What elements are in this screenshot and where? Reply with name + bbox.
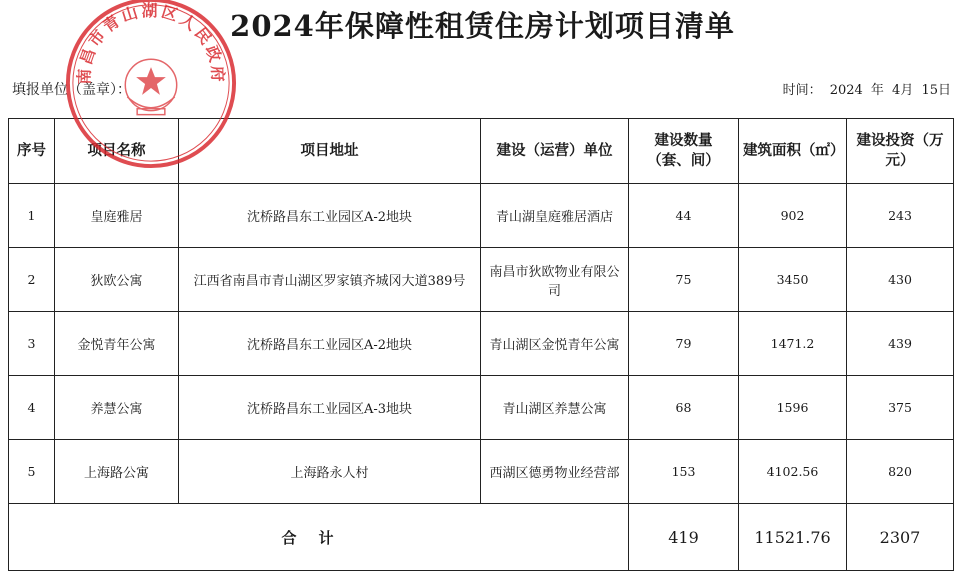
total-label: 合计 — [281, 528, 356, 547]
row-project-name: 金悦青年公寓 — [55, 312, 179, 376]
project-list-table — [8, 118, 954, 571]
header-operating-unit: 建设（运营）单位 — [481, 119, 629, 184]
header-investment: 建设投资（万元） — [847, 119, 954, 184]
row-seq: 4 — [9, 376, 55, 440]
row-investment: 375 — [847, 376, 954, 440]
header-floor-area: 建筑面积（㎡） — [739, 119, 847, 184]
row-project-address: 江西省南昌市青山湖区罗家镇齐城冈大道389号 — [179, 248, 481, 312]
row-seq: 1 — [9, 184, 55, 248]
row-project-name: 养慧公寓 — [55, 376, 179, 440]
row-project-address: 沈桥路昌东工业园区A-2地块 — [179, 312, 481, 376]
row-project-name: 皇庭雅居 — [55, 184, 179, 248]
row-operating-unit: 西湖区德勇物业经营部 — [481, 440, 629, 504]
row-investment: 243 — [847, 184, 954, 248]
report-date: 时间： 2024 年 4月 15日 — [782, 83, 951, 98]
header-project-address: 项目地址 — [179, 119, 481, 184]
row-operating-unit: 青山湖区金悦青年公寓 — [481, 312, 629, 376]
row-quantity: 153 — [629, 440, 739, 504]
total-row — [9, 504, 954, 571]
row-floor-area: 3450 — [739, 248, 847, 312]
table-header-row — [9, 119, 954, 184]
total-label-cell — [9, 504, 629, 571]
row-project-address: 沈桥路昌东工业园区A-2地块 — [179, 184, 481, 248]
row-operating-unit: 南昌市狄欧物业有限公司 — [481, 248, 629, 312]
row-project-name: 狄欧公寓 — [55, 248, 179, 312]
row-project-name: 上海路公寓 — [55, 440, 179, 504]
row-floor-area: 1596 — [739, 376, 847, 440]
table-row — [9, 184, 954, 248]
national-emblem-icon — [125, 59, 176, 114]
row-investment: 430 — [847, 248, 954, 312]
row-investment: 439 — [847, 312, 954, 376]
table-row — [9, 376, 954, 440]
header-quantity: 建设数量（套、间） — [629, 119, 739, 184]
row-quantity: 44 — [629, 184, 739, 248]
total-investment: 2307 — [847, 504, 954, 571]
row-operating-unit: 青山湖皇庭雅居酒店 — [481, 184, 629, 248]
row-project-address: 沈桥路昌东工业园区A-3地块 — [179, 376, 481, 440]
row-operating-unit: 青山湖区养慧公寓 — [481, 376, 629, 440]
row-floor-area: 902 — [739, 184, 847, 248]
header-project-name: 项目名称 — [55, 119, 179, 184]
row-seq: 3 — [9, 312, 55, 376]
total-floor-area: 11521.76 — [739, 504, 847, 571]
row-seq: 5 — [9, 440, 55, 504]
row-project-address: 上海路永人村 — [179, 440, 481, 504]
row-seq: 2 — [9, 248, 55, 312]
row-floor-area: 4102.56 — [739, 440, 847, 504]
table-row — [9, 440, 954, 504]
header-seq: 序号 — [9, 119, 55, 184]
row-quantity: 68 — [629, 376, 739, 440]
table-row — [9, 248, 954, 312]
document-title: 2024年保障性租赁住房计划项目清单 — [230, 9, 735, 43]
row-floor-area: 1471.2 — [739, 312, 847, 376]
row-investment: 820 — [847, 440, 954, 504]
table-row — [9, 312, 954, 376]
total-quantity: 419 — [629, 504, 739, 571]
seal-text: 南昌市青山湖区人民政府 — [74, 1, 228, 85]
row-quantity: 75 — [629, 248, 739, 312]
reporting-unit-label: 填报单位（盖章）： — [12, 82, 131, 98]
row-quantity: 79 — [629, 312, 739, 376]
